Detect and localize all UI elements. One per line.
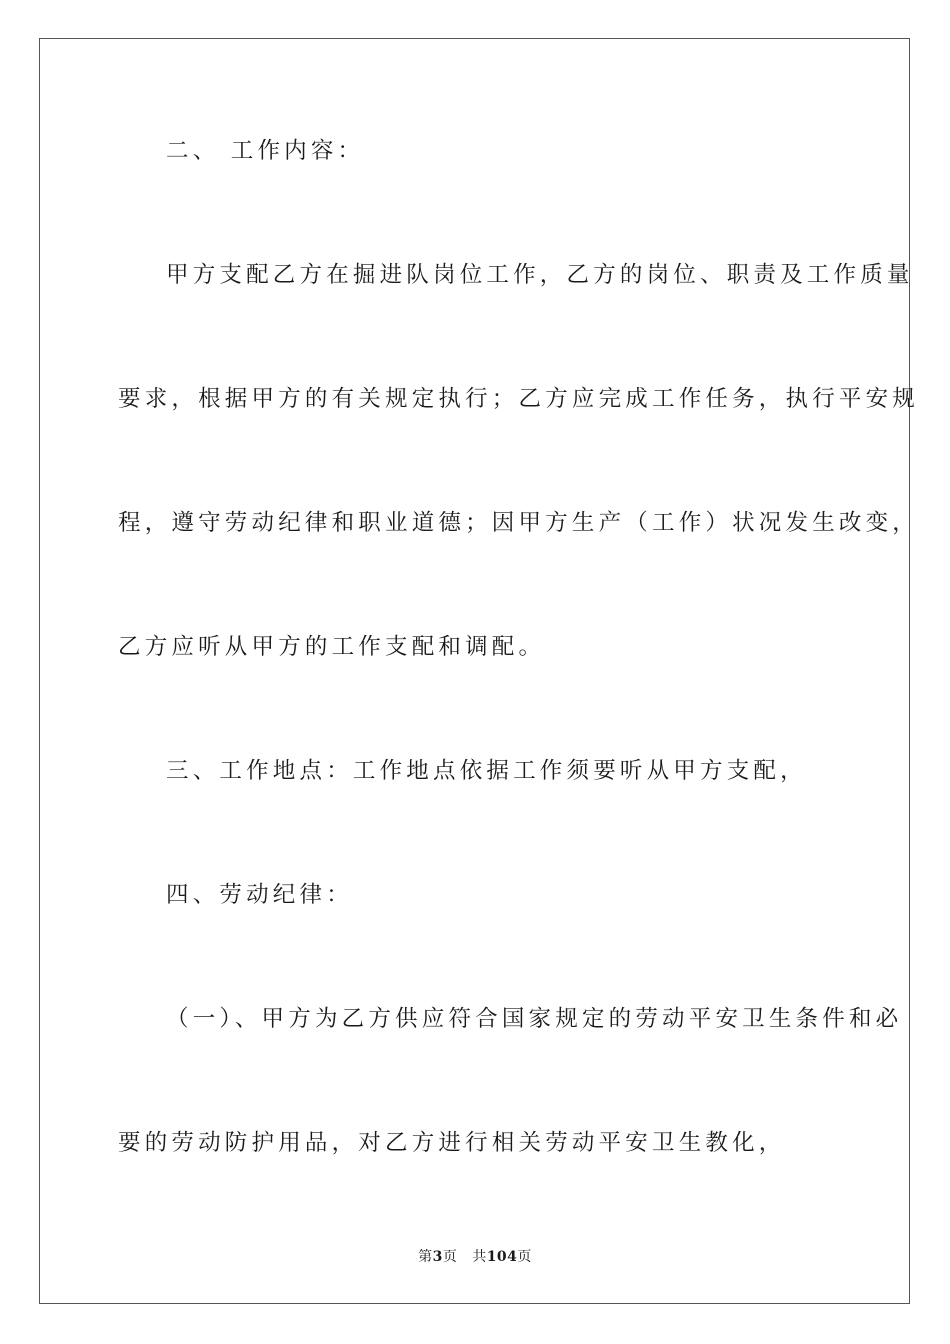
total-suffix: 页 — [517, 1249, 532, 1265]
paragraph-line: 乙方应听从甲方的工作支配和调配。 — [118, 634, 546, 660]
page-number: 3 — [432, 1249, 443, 1265]
paragraph-line: 要的劳动防护用品，对乙方进行相关劳动平安卫生教化， — [118, 1130, 786, 1156]
page-border — [39, 38, 920, 1304]
paragraph-line: 要求，根据甲方的有关规定执行；乙方应完成工作任务，执行平安规 — [118, 386, 920, 412]
total-pages: 104 — [486, 1249, 518, 1265]
page-suffix: 页 — [442, 1249, 458, 1265]
paragraph-line: 甲方支配乙方在掘进队岗位工作，乙方的岗位、职责及工作质量 — [166, 262, 914, 288]
total-prefix: 共 — [472, 1249, 487, 1265]
section-heading-work-location: 三、工作地点：工作地点依据工作须要听从甲方支配， — [166, 758, 807, 784]
section-heading-work-content: 二、 工作内容： — [166, 138, 365, 164]
page-footer — [0, 1248, 950, 1266]
paragraph-line: （一）、甲方为乙方供应符合国家规定的劳动平安卫生条件和必 — [166, 1006, 903, 1032]
page-prefix: 第 — [418, 1249, 433, 1265]
section-heading-labor-discipline: 四、劳动纪律： — [166, 882, 353, 908]
paragraph-line: 程，遵守劳动纪律和职业道德；因甲方生产（工作）状况发生改变， — [118, 510, 920, 536]
